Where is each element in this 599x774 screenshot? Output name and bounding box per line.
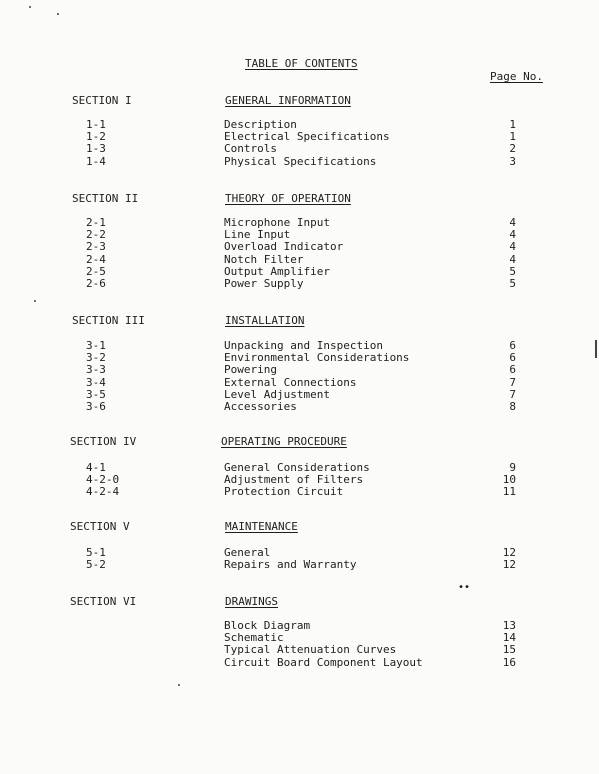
entry-page: 6: [509, 339, 516, 352]
entry-page: 4: [509, 240, 516, 254]
entry-page: 9: [509, 461, 516, 474]
entry-number: 2-6: [86, 277, 106, 290]
entry-page: 5: [509, 277, 516, 290]
entry-page: 4: [509, 216, 516, 229]
entry-number: 1-3: [86, 142, 106, 156]
scan-speck: [29, 6, 31, 8]
section-heading: INSTALLATION: [225, 314, 305, 327]
scan-speck: [178, 684, 180, 686]
entry-title: General Considerations: [224, 461, 370, 474]
section-label: SECTION I: [72, 94, 132, 107]
entry-title: Block Diagram: [224, 619, 311, 632]
entry-page: 4: [509, 228, 516, 242]
entry-number: 2-1: [86, 216, 106, 229]
entry-title: Environmental Considerations: [224, 351, 410, 365]
entry-page: 2: [509, 142, 516, 156]
entry-title: Physical Specifications: [224, 154, 377, 168]
entry-page: 7: [509, 375, 516, 389]
entry-page: 11: [502, 485, 516, 499]
entry-title: Schematic: [224, 631, 284, 645]
entry-page: 5: [509, 264, 516, 278]
section-label: SECTION V: [70, 520, 130, 533]
entry-title: Circuit Board Component Layout: [224, 655, 423, 669]
section-label: SECTION VI: [70, 595, 137, 608]
entry-number: 3-6: [86, 400, 106, 413]
entry-number: 5-1: [86, 546, 106, 559]
entry-title: Powering: [224, 363, 277, 377]
entry-number: 2-5: [86, 264, 106, 278]
entry-page: 15: [502, 643, 516, 657]
entry-number: 4-1: [86, 461, 106, 474]
entry-number: 2-4: [86, 252, 106, 266]
entry-title: Adjustment of Filters: [224, 473, 364, 487]
entry-title: Microphone Input: [224, 216, 330, 229]
section-heading: MAINTENANCE: [225, 520, 298, 533]
entry-number: 1-4: [86, 154, 106, 168]
entry-number: 3-2: [86, 351, 106, 365]
section-label: SECTION III: [72, 314, 145, 327]
entry-page: 4: [509, 252, 516, 266]
section-label: SECTION IV: [70, 435, 137, 448]
page-number-header: Page No.: [490, 70, 543, 83]
entry-title: Power Supply: [224, 277, 304, 290]
entry-page: 12: [502, 558, 516, 572]
entry-number: 1-2: [86, 130, 106, 144]
scan-speck: [57, 13, 59, 15]
section-label: SECTION II: [72, 192, 139, 205]
entry-number: 3-5: [86, 387, 106, 401]
entry-number: 1-1: [86, 118, 106, 131]
entry-page: 16: [502, 655, 516, 669]
entry-page: 8: [509, 400, 516, 413]
entry-number: 4-2-4: [86, 485, 120, 499]
section-heading: THEORY OF OPERATION: [225, 192, 351, 205]
entry-number: 3-4: [86, 375, 106, 389]
entry-title: Electrical Specifications: [224, 130, 390, 144]
entry-number: 2-2: [86, 228, 106, 242]
scan-smudge: ••: [458, 582, 471, 593]
entry-page: 13: [502, 619, 516, 632]
entry-title: Repairs and Warranty: [224, 558, 357, 572]
entry-page: 12: [502, 546, 516, 559]
entry-page: 1: [509, 118, 516, 131]
entry-title: Unpacking and Inspection: [224, 339, 383, 352]
entry-title: Notch Filter: [224, 252, 304, 266]
entry-title: Accessories: [224, 400, 297, 413]
entry-number: 5-2: [86, 558, 106, 572]
entry-title: Line Input: [224, 228, 291, 242]
scan-speck: [34, 300, 36, 302]
entry-title: General: [224, 546, 271, 559]
entry-title: Typical Attenuation Curves: [224, 643, 397, 657]
scan-mark: [595, 340, 597, 358]
page-title: TABLE OF CONTENTS: [245, 57, 358, 70]
entry-title: External Connections: [224, 375, 357, 389]
entry-number: 3-1: [86, 339, 106, 352]
section-heading: OPERATING PROCEDURE: [221, 435, 347, 448]
entry-page: 10: [502, 473, 516, 487]
entry-page: 6: [509, 363, 516, 377]
entry-title: Overload Indicator: [224, 240, 344, 254]
entry-title: Level Adjustment: [224, 387, 330, 401]
entry-number: 3-3: [86, 363, 106, 377]
entry-title: Description: [224, 118, 297, 131]
entry-number: 4-2-0: [86, 473, 120, 487]
entry-page: 3: [509, 154, 516, 168]
entry-title: Output Amplifier: [224, 264, 330, 278]
entry-title: Protection Circuit: [224, 485, 344, 499]
section-heading: GENERAL INFORMATION: [225, 94, 351, 107]
entry-page: 7: [509, 387, 516, 401]
entry-page: 14: [502, 631, 516, 645]
section-heading: DRAWINGS: [225, 595, 278, 608]
entry-page: 1: [509, 130, 516, 144]
entry-number: 2-3: [86, 240, 106, 254]
entry-page: 6: [509, 351, 516, 365]
entry-title: Controls: [224, 142, 277, 156]
